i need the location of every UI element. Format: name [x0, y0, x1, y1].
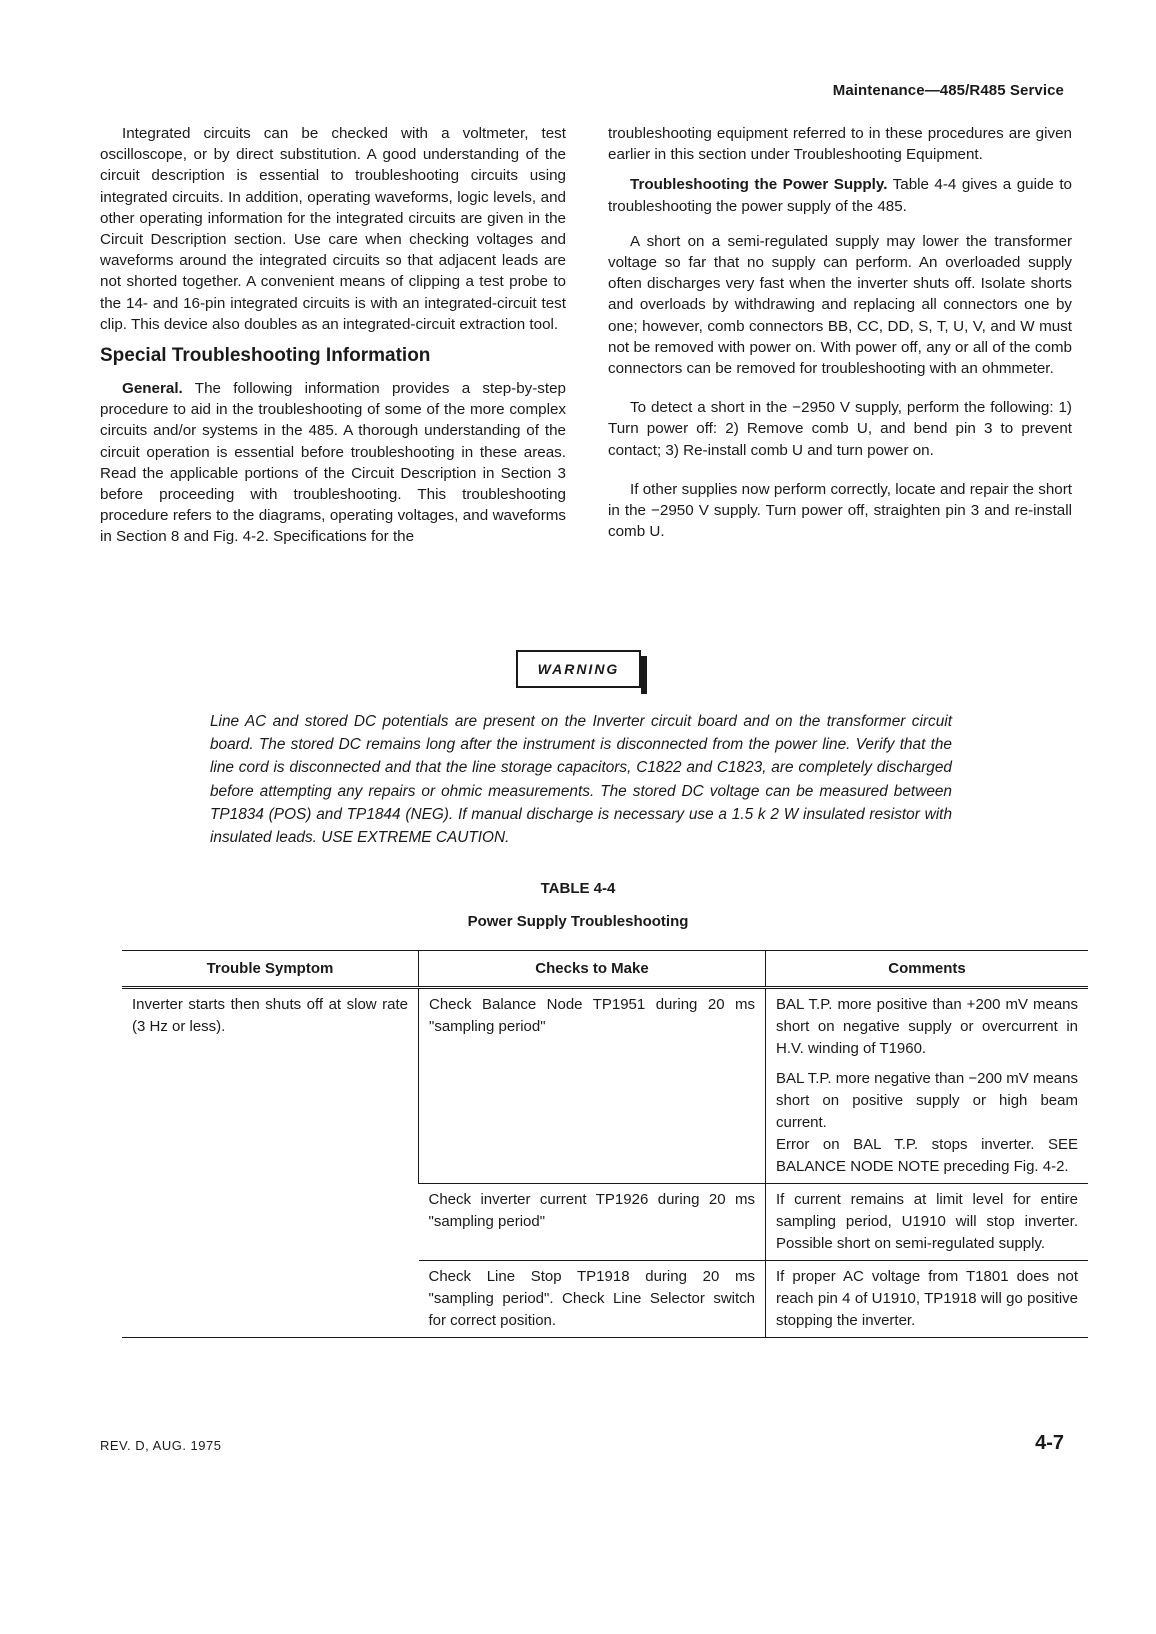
detect-paragraph: To detect a short in the −2950 V supply, perform the following: 1) Turn power off: 2) Remove comb U, and bend pin 3 to prevent contact; 3) Re-install comb U and turn power on.: [608, 399, 1072, 459]
table-row: [122, 988, 1088, 1184]
running-header: Maintenance—485/R485 Service: [832, 82, 1064, 99]
comment-balance-note: Error on BAL T.P. stops inverter. SEE BALANCE NODE NOTE preceding Fig. 4-2.: [776, 1136, 1078, 1175]
other-supplies-paragraph: If other supplies now perform correctly, locate and repair the short in the −2950 V supply. Turn power off, straighten pin 3 and re-install comb U.: [608, 480, 1072, 541]
header-comments: Comments: [766, 951, 1089, 988]
power-supply-label: Troubleshooting the Power Supply.: [630, 176, 888, 194]
general-label: General.: [122, 380, 183, 398]
right-column: [608, 123, 1072, 551]
troubleshooting-table: [122, 950, 1088, 1338]
header-trouble-symptom: Trouble Symptom: [122, 951, 419, 988]
left-column: [100, 123, 566, 557]
intro-paragraph: Integrated circuits can be checked with a voltmeter, test oscilloscope, or by direct substitution. A good understanding of the circuit description is essential to troubleshooting circuits using integrated circuits. In addition, operating waveforms, logic levels, and other operating information for the integrated circuits are given in the Circuit Description section. Use care when checking voltages and waveforms around the integrated circuits so that adjacent leads are not shorted together. A convenient means of clipping a test probe to the 14- and 16-pin integrated circuits is with an integrated-circuit test clip. This device also doubles as an integrated-circuit extraction tool.: [100, 125, 566, 333]
check-inverter-current: Check inverter current TP1926 during 20 ms "sampling period": [419, 1184, 766, 1261]
continuation-paragraph: troubleshooting equipment referred to in these procedures are given earlier in this section under Troubleshooting Equipment.: [608, 125, 1072, 164]
warning-text: Line AC and stored DC potentials are present on the Inverter circuit board and on the transformer circuit board. The stored DC remains long after the instrument is disconnected from the power line. Verify that the line cord is disconnected and that the line storage capacitors, C1822 and C1823, are completely discharged before attempting any repairs or ohmic measurements. The stored DC voltage can be measured between TP1834 (POS) and TP1844 (NEG). If manual discharge is necessary use a 1.5 k 2 W insulated resistor with insulated leads. USE EXTREME CAUTION.: [210, 713, 952, 847]
page-number: 4-7: [1035, 1432, 1064, 1454]
check-balance-node: Check Balance Node TP1951 during 20 ms "sampling period": [419, 988, 766, 1184]
short-paragraph: A short on a semi-regulated supply may lower the transformer voltage so far that no supply can perform. An overloaded supply often discharges very fast when the inverter shuts off. Isolate shorts and overloads by withdrawing and replacing all connectors one by one; however, comb connectors BB, CC, DD, S, T, U, V, and W must not be removed with power on. With power off, any or all of the comb connectors can be removed for troubleshooting with an ohmmeter.: [608, 232, 1072, 378]
check-line-stop: Check Line Stop TP1918 during 20 ms "sampling period". Check Line Selector switch for correct position.: [419, 1261, 766, 1338]
symptom-cell: Inverter starts then shuts off at slow rate (3 Hz or less).: [122, 988, 419, 1338]
general-text: The following information provides a step-by-step procedure to aid in the troubleshooting of some of the more complex circuits and/or systems in the 485. A thorough understanding of the circuit operation is essential before troubleshooting in these areas. Read the applicable portions of the Circuit Description in Section 3 before proceeding with troubleshooting. This troubleshooting procedure refers to the diagrams, operating voltages, and waveforms in Section 8 and Fig. 4-2. Specifications for the: [100, 380, 566, 546]
section-heading: Special Troubleshooting Information: [100, 345, 431, 367]
comment-balance-node: [766, 988, 1089, 1184]
comment-inverter-current: If current remains at limit level for entire sampling period, U1910 will stop inverter. Possible short on semi-regulated supply.: [766, 1184, 1089, 1261]
comment-balance-positive: BAL T.P. more positive than +200 mV means short on negative supply or overcurrent in H.V. winding of T1960.: [776, 996, 1078, 1057]
comment-balance-negative: BAL T.P. more negative than −200 mV means short on positive supply or high beam current.: [776, 1070, 1078, 1131]
power-supply-paragraph: [608, 174, 1072, 216]
table-header-row: [122, 951, 1088, 988]
warning-label: WARNING: [516, 650, 641, 688]
revision-date: REV. D, AUG. 1975: [100, 1438, 222, 1453]
comment-line-stop: If proper AC voltage from T1801 does not reach pin 4 of U1910, TP1918 will go positive stopping the inverter.: [766, 1261, 1089, 1338]
general-paragraph: [100, 378, 566, 548]
power-supply-text: Table 4-4 gives a guide to troubleshooting the power supply of the 485.: [608, 176, 1072, 215]
header-checks-to-make: Checks to Make: [419, 951, 766, 988]
table-title: Power Supply Troubleshooting: [467, 913, 689, 930]
table-number: TABLE 4-4: [540, 880, 616, 897]
